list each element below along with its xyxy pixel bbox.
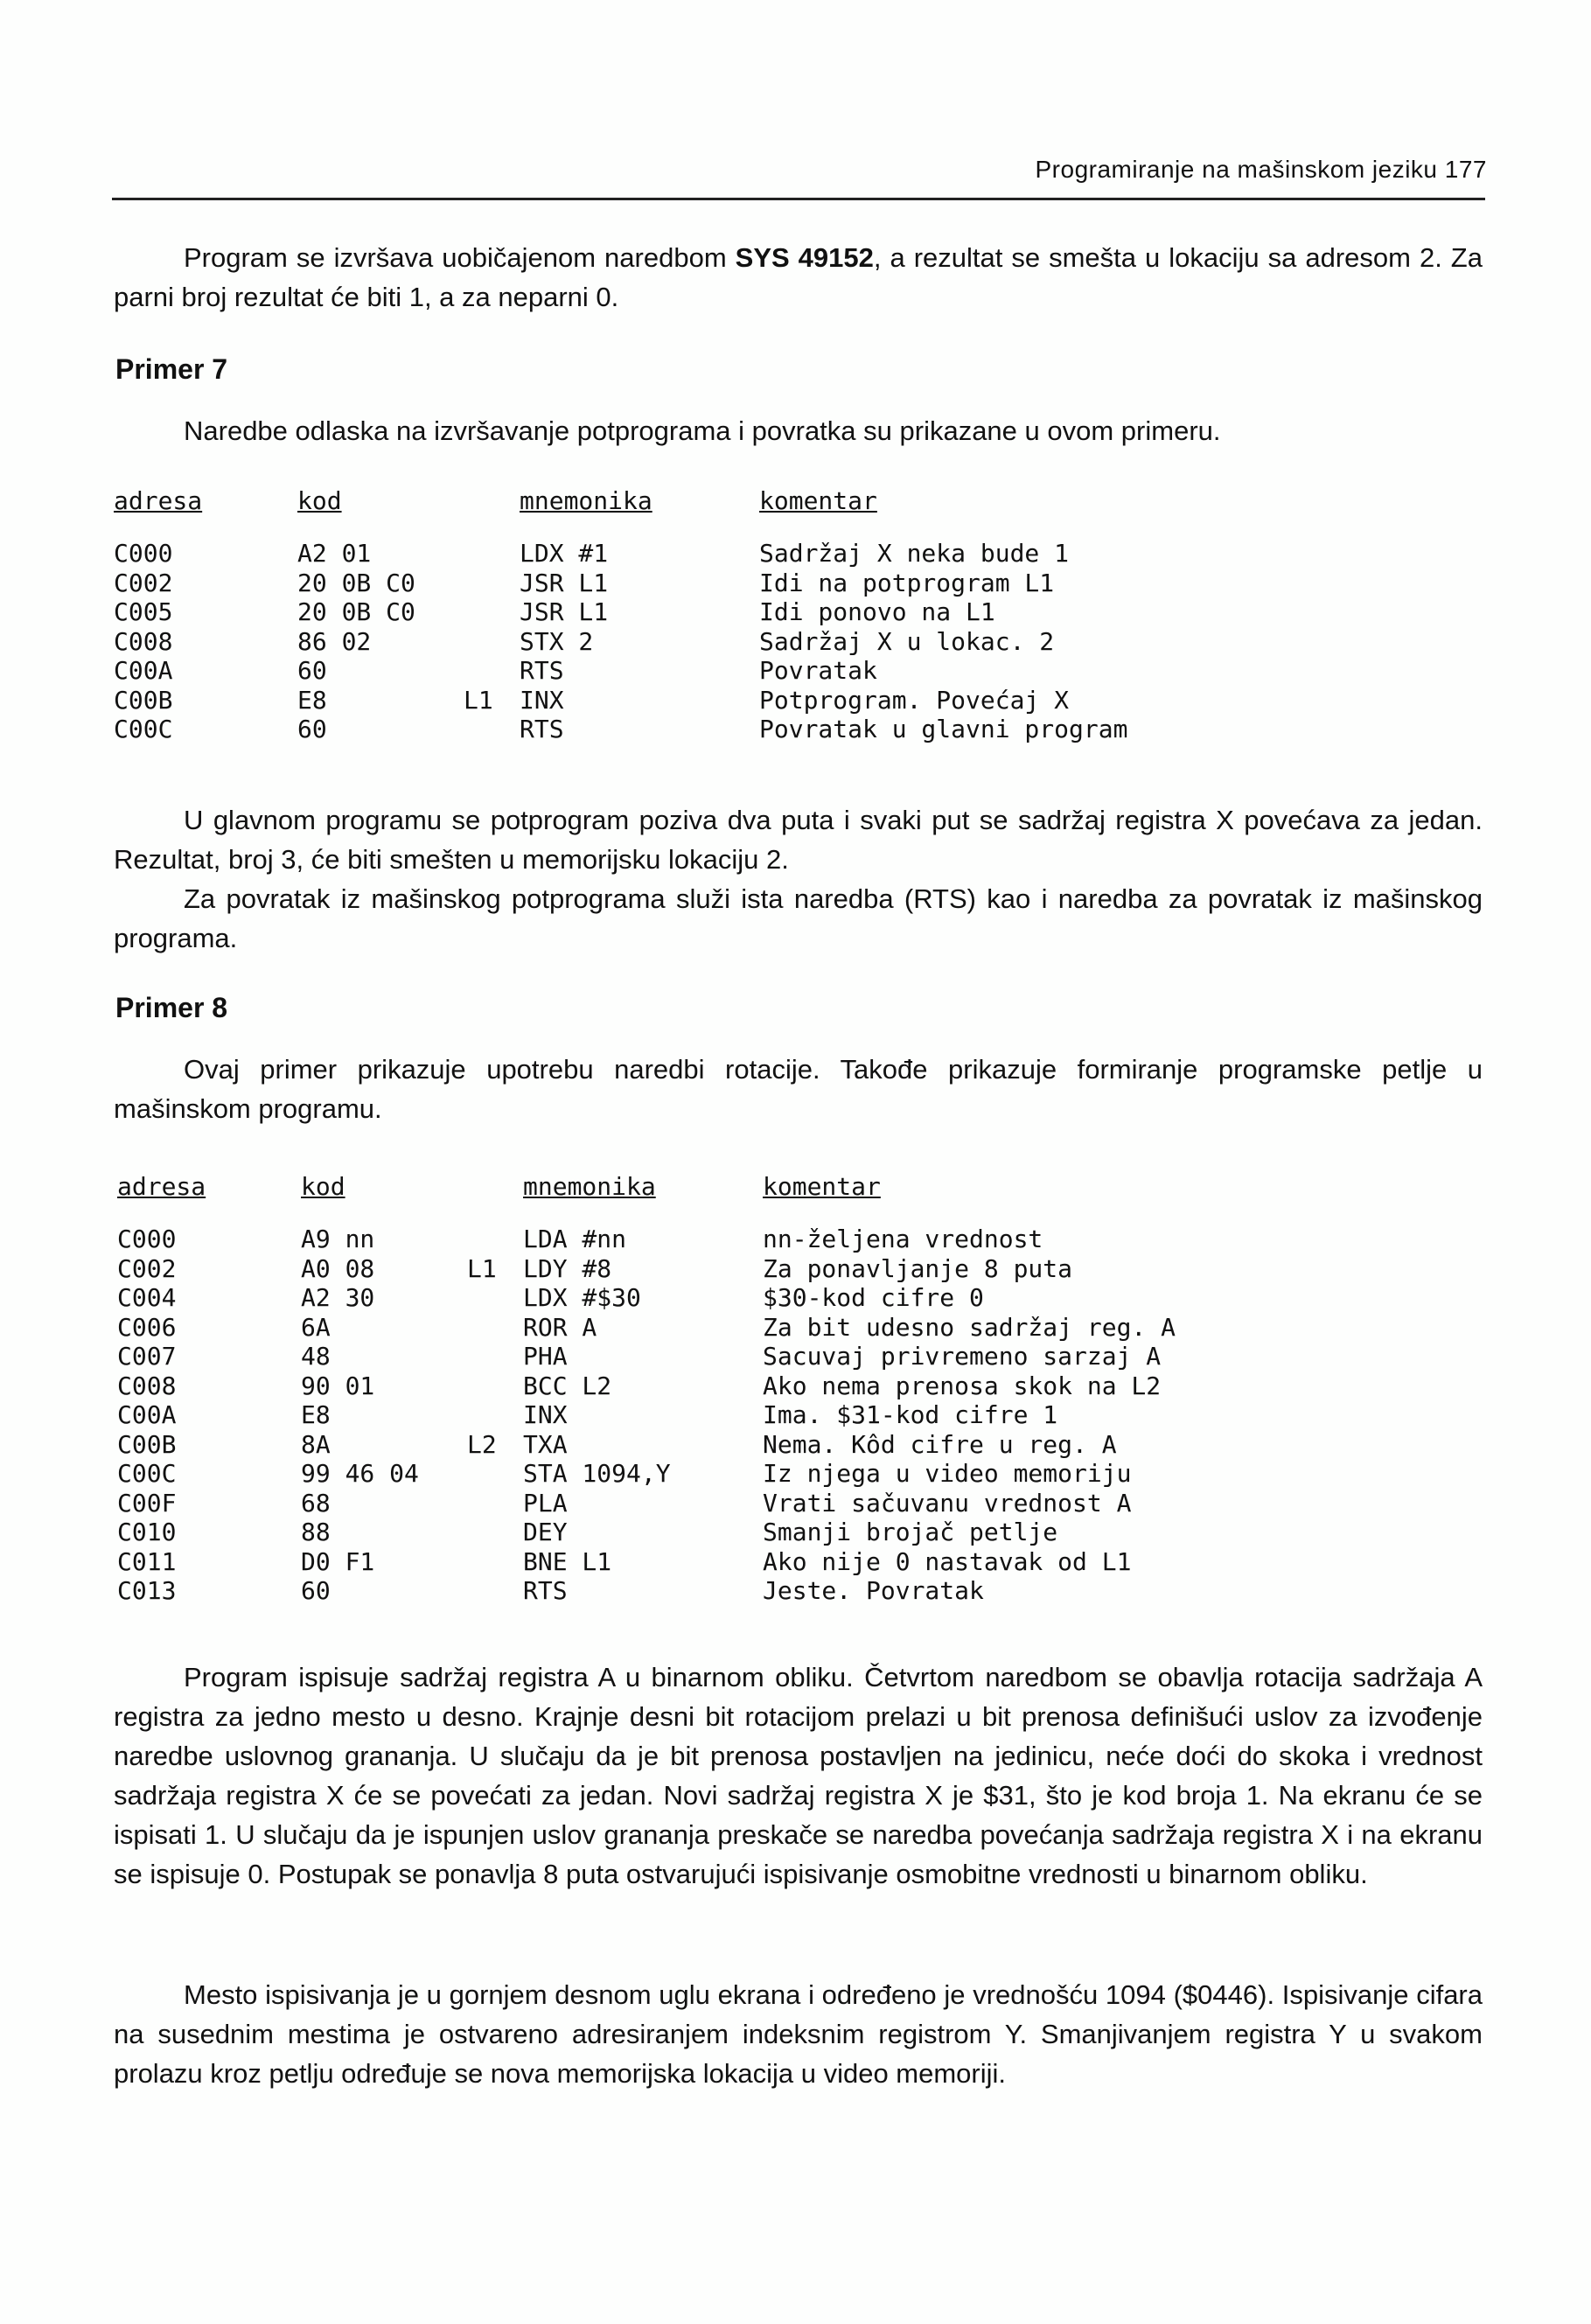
cell-komentar: Jeste. Povratak — [763, 1576, 984, 1605]
cell-adresa: C00F — [117, 1488, 177, 1518]
cell-kod: E8 — [297, 685, 327, 715]
cell-mnemonika: JSR L1 — [520, 597, 609, 626]
cell-komentar: Sadržaj X neka bude 1 — [759, 539, 1070, 568]
cell-label: L2 — [467, 1429, 497, 1459]
cell-kod: A2 01 — [297, 539, 372, 568]
cell-adresa: C000 — [114, 539, 173, 568]
cell-mnemonika: LDA #nn — [523, 1225, 627, 1253]
intro-text: Program se izvršava uobičajenom naredbom — [184, 242, 736, 273]
cell-adresa: C00A — [114, 656, 173, 685]
cell-mnemonika: ROR A — [523, 1312, 597, 1342]
primer8-listing — [117, 1172, 1254, 1627]
cell-adresa: C008 — [114, 626, 173, 656]
cell-mnemonika: BCC L2 — [523, 1371, 612, 1400]
cell-mnemonika: INX — [523, 1400, 568, 1429]
column-header-komentar: komentar — [759, 486, 877, 515]
cell-label: L1 — [467, 1253, 497, 1283]
cell-komentar: Smanji brojač petlje — [763, 1518, 1058, 1546]
cell-mnemonika: RTS — [520, 656, 564, 685]
cell-kod: 86 02 — [297, 626, 372, 656]
cell-mnemonika: JSR L1 — [520, 568, 609, 597]
cell-adresa: C00A — [117, 1400, 177, 1429]
cell-mnemonika: PHA — [523, 1342, 568, 1371]
cell-mnemonika: TXA — [523, 1429, 568, 1459]
cell-komentar: Sacuvaj privremeno sarzaj A — [763, 1342, 1162, 1371]
cell-kod: 99 46 04 — [301, 1459, 419, 1488]
cell-adresa: C00C — [114, 715, 173, 743]
cell-komentar: Povratak u glavni program — [759, 715, 1128, 743]
cell-label: L1 — [464, 685, 493, 715]
primer8-description: Ovaj primer prikazuje upotrebu naredbi rotacije. Takođe prikazuje formiranje programske petlje u mašinskom programu. — [114, 1054, 1483, 1124]
cell-adresa: C013 — [117, 1576, 177, 1605]
cell-komentar: Iz njega u video memoriju — [763, 1459, 1132, 1488]
cell-komentar: Za ponavljanje 8 puta — [763, 1253, 1073, 1283]
column-header-adresa: adresa — [114, 486, 203, 515]
primer7-listing — [114, 486, 1251, 775]
cell-komentar: Idi na potprogram L1 — [759, 568, 1055, 597]
cell-komentar: Nema. Kôd cifre u reg. A — [763, 1429, 1117, 1459]
cell-kod: 8A — [301, 1429, 331, 1459]
cell-komentar: Ako nema prenosa skok na L2 — [763, 1371, 1162, 1400]
cell-komentar: nn-željena vrednost — [763, 1225, 1043, 1253]
primer8-explanation-2: Mesto ispisivanja je u gornjem desnom uglu ekrana i određeno je vrednošću 1094 ($0446). Ispisivanje cifara na susednim mestima je ostvareno adresiranjem indeksnim registrom Y. Smanjivanjem registra Y u svakom prolazu kroz petlju određuje se nova memorijska lokacija u video memoriji. — [114, 1979, 1483, 2089]
column-header-kod: kod — [301, 1172, 345, 1201]
intro-text-end: , a rezultat se smešta u lokaciju sa adresom 2. Za parni broj rezultat će biti 1, a za neparni 0. — [114, 242, 1483, 312]
cell-kod: E8 — [301, 1400, 331, 1429]
cell-kod: 20 0B C0 — [297, 597, 415, 626]
cell-kod: 68 — [301, 1488, 331, 1518]
cell-kod: 20 0B C0 — [297, 568, 415, 597]
cell-adresa: C002 — [114, 568, 173, 597]
cell-adresa: C005 — [114, 597, 173, 626]
primer7-explanation-1: U glavnom programu se potprogram poziva dva puta i svaki put se sadržaj registra X povećava za jedan. Rezultat, broj 3, će biti smešten u memorijsku lokaciju 2. — [114, 805, 1483, 875]
cell-adresa: C004 — [117, 1283, 177, 1312]
cell-mnemonika: LDX #1 — [520, 539, 609, 568]
cell-mnemonika: PLA — [523, 1488, 568, 1518]
cell-kod: 48 — [301, 1342, 331, 1371]
cell-kod: A2 30 — [301, 1283, 375, 1312]
cell-kod: A9 nn — [301, 1225, 375, 1253]
cell-mnemonika: DEY — [523, 1518, 568, 1546]
cell-komentar: Povratak — [759, 656, 877, 685]
cell-adresa: C011 — [117, 1546, 177, 1576]
cell-komentar: Vrati sačuvanu vrednost A — [763, 1488, 1132, 1518]
cell-adresa: C00C — [117, 1459, 177, 1488]
cell-mnemonika: STX 2 — [520, 626, 594, 656]
cell-kod: 88 — [301, 1518, 331, 1546]
primer8-heading: Primer 8 — [115, 992, 228, 1023]
primer7-description: Naredbe odlaska na izvršavanje potprograma i povratka su prikazane u ovom primeru. — [184, 415, 1221, 446]
cell-kod: A0 08 — [301, 1253, 375, 1283]
cell-komentar: Idi ponovo na L1 — [759, 597, 995, 626]
cell-mnemonika: RTS — [523, 1576, 568, 1605]
column-header-adresa: adresa — [117, 1172, 206, 1201]
column-header-kod: kod — [297, 486, 342, 515]
header-rule — [112, 198, 1485, 200]
cell-adresa: C008 — [117, 1371, 177, 1400]
cell-komentar: Ako nije 0 nastavak od L1 — [763, 1546, 1132, 1576]
cell-adresa: C002 — [117, 1253, 177, 1283]
cell-komentar: $30-kod cifre 0 — [763, 1283, 984, 1312]
cell-komentar: Potprogram. Povećaj X — [759, 685, 1070, 715]
cell-mnemonika: BNE L1 — [523, 1546, 612, 1576]
cell-kod: 60 — [297, 656, 327, 685]
cell-adresa: C000 — [117, 1225, 177, 1253]
cell-adresa: C010 — [117, 1518, 177, 1546]
primer7-heading: Primer 7 — [115, 353, 228, 385]
cell-kod: 60 — [301, 1576, 331, 1605]
cell-mnemonika: RTS — [520, 715, 564, 743]
column-header-komentar: komentar — [763, 1172, 881, 1201]
running-header: Programiranje na mašinskom jeziku 177 — [1035, 156, 1487, 183]
column-header-mnemonika: mnemonika — [523, 1172, 656, 1201]
cell-adresa: C00B — [114, 685, 173, 715]
cell-komentar: Ima. $31-kod cifre 1 — [763, 1400, 1058, 1429]
cell-mnemonika: LDY #8 — [523, 1253, 612, 1283]
sys-command: SYS 49152 — [735, 242, 874, 273]
cell-kod: 60 — [297, 715, 327, 743]
cell-mnemonika: STA 1094,Y — [523, 1459, 671, 1488]
column-header-mnemonika: mnemonika — [520, 486, 652, 515]
primer8-explanation-1: Program ispisuje sadržaj registra A u binarnom obliku. Četvrtom naredbom se obavlja rotacija sadržaja A registra za jedno mesto u desno. Krajnje desni bit rotacijom prelazi u bit prenosa definišući uslov za izvođenje naredbe uslovnog grananja. U slučaju da je bit prenosa postavljen na jedinicu, neće doći do skoka i vrednost sadržaja registra X će se povećati za jedan. Novi sadržaj registra X je $31, što je kod broja 1. Na ekranu će se ispisati 1. U slučaju da je ispunjen uslov grananja preskače se naredba povećanja sadržaja registra X i na ekranu se ispisuje 0. Postupak se ponavlja 8 puta ostvarujući ispisivanje osmobitne vrednosti u binarnom obliku. — [114, 1662, 1483, 1889]
primer7-explanation-2: Za povratak iz mašinskog potprograma služi ista naredba (RTS) kao i naredba za povratak iz mašinskog programa. — [114, 883, 1483, 953]
cell-adresa: C007 — [117, 1342, 177, 1371]
intro-paragraph — [114, 238, 1483, 317]
cell-kod: D0 F1 — [301, 1546, 375, 1576]
cell-kod: 90 01 — [301, 1371, 375, 1400]
cell-mnemonika: INX — [520, 685, 564, 715]
cell-adresa: C006 — [117, 1312, 177, 1342]
cell-komentar: Za bit udesno sadržaj reg. A — [763, 1312, 1176, 1342]
cell-mnemonika: LDX #$30 — [523, 1283, 641, 1312]
cell-adresa: C00B — [117, 1429, 177, 1459]
cell-komentar: Sadržaj X u lokac. 2 — [759, 626, 1055, 656]
cell-kod: 6A — [301, 1312, 331, 1342]
